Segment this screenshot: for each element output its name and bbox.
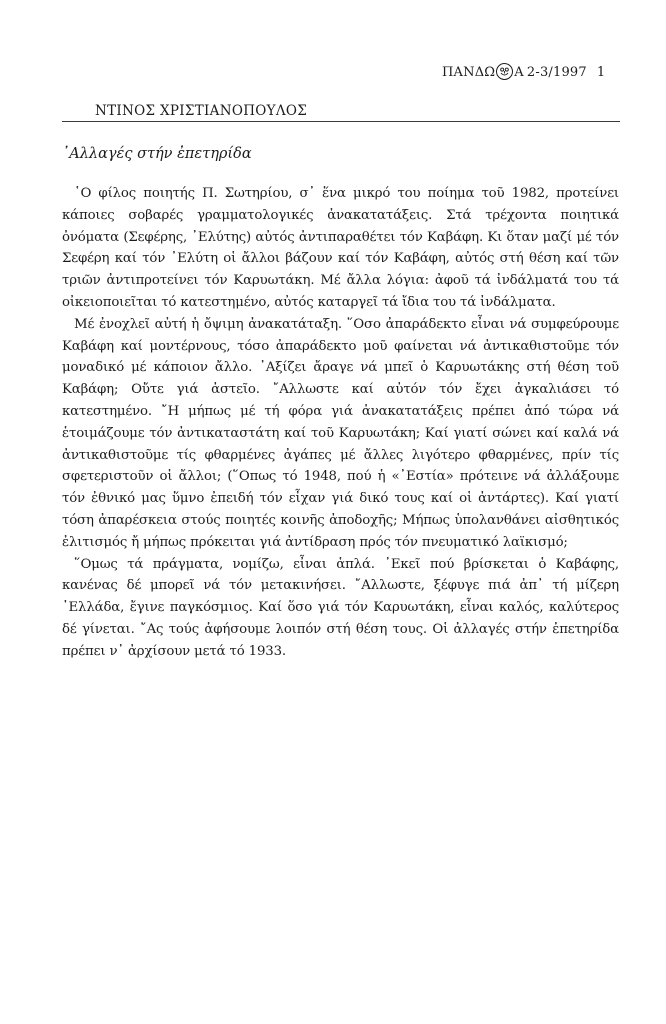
journal-name-right: Α xyxy=(514,65,524,80)
article-body xyxy=(62,183,619,663)
paragraph-1: ῾Ο φίλος ποιητής Π. Σωτηρίου, σ᾿ ἕνα μικρό του ποίημα τοῦ 1982, προτείνει κάποιες σοβαρές γραμματολογικές ἀνακατατάξεις. Στά τρέχοντα ποιητικά ὀνόματα (Σεφέρης, ᾿Ελύτης) αὐτός ἀντιπαραθέτει τόν Καβάφη. Κι ὅταν μαζί μέ τόν Σεφέρη καί τόν ᾿Ελύτη οἱ ἄλλοι βάζουν καί τόν Καβάφη, αὐτός στή θέση καί τῶν τριῶν ἀντιπροτείνει τόν Καρυωτάκη. Μέ ἄλλα λόγια: ἀφοῦ τά ἰνδάλματά του τά οἰκειοποιεῖται τό κατεστημένο, αὐτός καταργεῖ τά ἴδια του τά ἰνδάλματα. xyxy=(62,186,619,310)
header-rule xyxy=(62,121,620,122)
paragraph-3: ῞Ομως τά πράγματα, νομίζω, εἶναι ἁπλά. ᾿Εκεῖ πού βρίσκεται ὁ Καβάφης, κανένας δέ μπορεῖ νά τόν μετακινήσει. ῎Αλλωστε, ξέφυγε πιά ἀπ᾿ τή μίζερη ᾿Ελλάδα, ἔγινε παγκόσμιος. Καί ὅσο γιά τόν Καρυωτάκη, εἶναι καλός, καλύτερος δέ γίνεται. ῎Ας τούς ἀφήσουμε λοιπόν στή θέση τους. Οἱ ἀλλαγές στήν ἐπετηρίδα πρέπει ν᾿ ἀρχίσουν μετά τό 1933. xyxy=(62,556,619,659)
page-number: 1 xyxy=(596,65,606,80)
author-name: ΝΤΙΝΟΣ ΧΡΙΣΤΙΑΝΟΠΟΥΛΟΣ xyxy=(95,103,308,119)
owl-circle-logo-icon xyxy=(496,63,513,80)
paragraph-2: Μέ ἐνοχλεῖ αὐτή ἡ ὄψιμη ἀνακατάταξη. ῞Οσο ἀπαράδεκτο εἶναι νά συμφεύρουμε Καβάφη καί μοντέρνους, τόσο ἀπαράδεκτο μοῦ φαίνεται νά ἀντικαθιστοῦμε τόν μοναδικό μέ κάποιον ἄλλο. ᾿Αξίζει ἄραγε νά μπεῖ ὁ Καρυωτάκης στή θέση τοῦ Καβάφη; Οὔτε γιά ἀστεῖο. ῎Αλλωστε καί αὐτόν τόν ἔχει ἀγκαλιάσει τό κατεστημένο. ῎Η μήπως μέ τή φόρα γιά ἀνακατατάξεις πρέπει ἀπό τώρα νά ἑτοιμάζουμε τόν ἀντικαταστάτη καί τοῦ Καρυωτάκη; Καί γιατί σώνει καί καλά νά ἀντικαθιστοῦμε τίς φθαρμένες ἀγάπες μέ ἄλλες λιγότερο φθαρμένες, πρίν τίς σφετεριστοῦν οἱ ἄλλοι; (῞Οπως τό 1948, πού ἡ «᾿Εστία» πρότεινε νά ἀλλάξουμε τόν ἐθνικό μας ὕμνο ἐπειδή τόν εἶχαν γιά δικό τους καί οἱ ἀντάρτες). Καί γιατί τόση ἀπαρέσκεια στούς ποιητές κοινῆς ἀποδοχῆς; Μήπως ὑπολανθάνει αἰσθητικός ἐλιτισμός ἤ μήπως πρόκειται γιά ἀντίδραση πρός τόν πνευματικό λαϊκισμό; xyxy=(62,316,619,550)
article-title: ᾿Αλλαγές στήν ἐπετηρίδα xyxy=(62,146,252,162)
journal-issue: 2-3/1997 xyxy=(526,65,587,80)
journal-name-left: ΠΑΝΔΩ xyxy=(442,65,496,80)
running-head xyxy=(442,64,628,81)
